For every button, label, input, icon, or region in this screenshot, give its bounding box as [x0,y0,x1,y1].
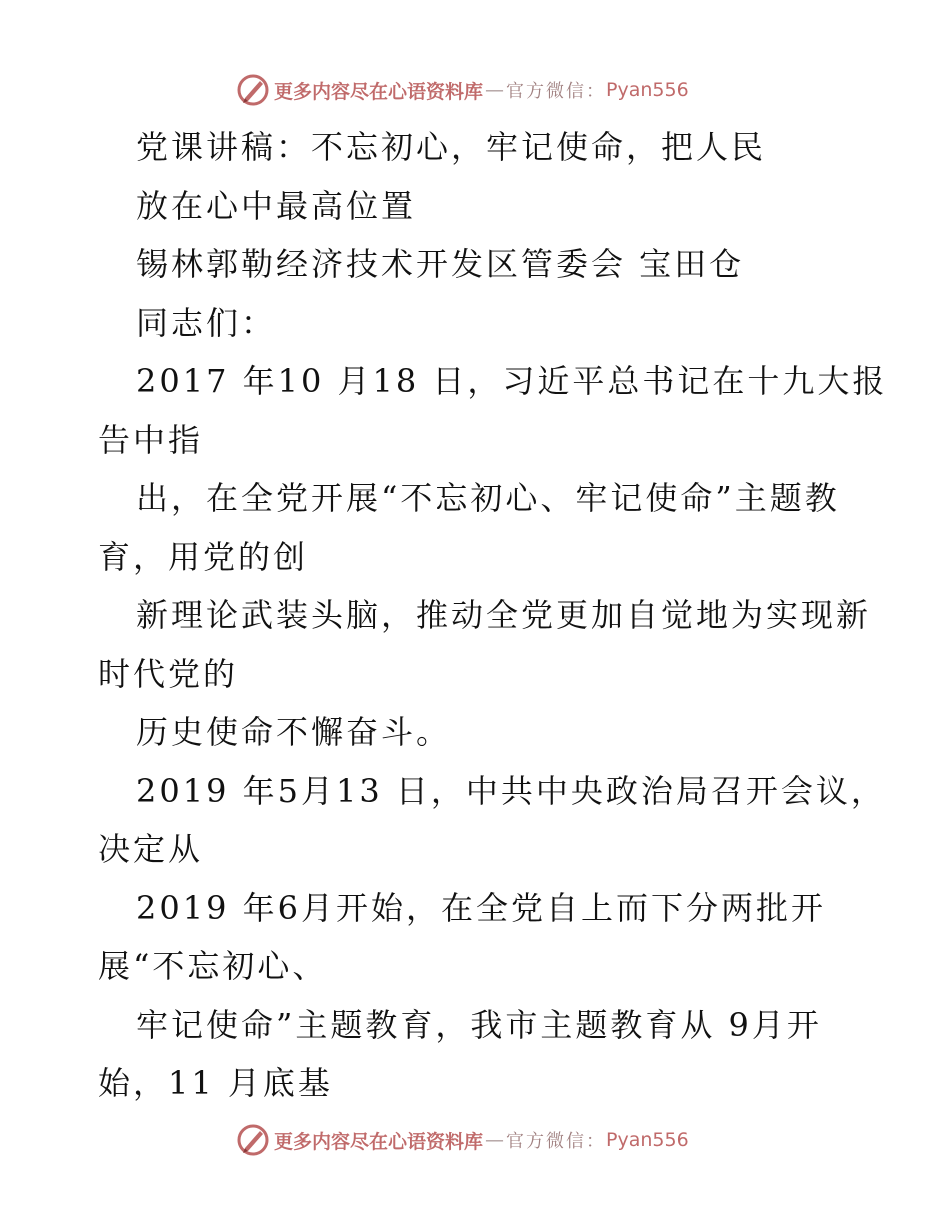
text-line: 锡林郭勒经济技术开发区管委会 宝田仓 [136,245,745,283]
text-line: 同志们： [136,303,277,342]
watermark-separator: — [485,79,505,101]
footer-watermark [236,1122,689,1158]
text-line: 时代党的 [98,654,239,693]
pen-logo-icon [236,73,270,107]
text-line: 2019 年6月开始，在全党自上而下分两批开 [136,888,826,927]
text-line: 放在心中最高位置 [136,186,417,225]
watermark-label: 官方微信： [506,81,607,102]
text-line: 育，用党的创 [98,537,309,576]
document-body [98,118,888,1113]
watermark-separator: — [485,1129,505,1151]
watermark-label: 官方微信： [506,1131,607,1152]
pen-logo-icon [236,1123,270,1157]
watermark-id: Pyan556 [606,79,689,101]
watermark-text: 更多内容尽在心语资料库 [274,1130,484,1153]
text-line: 历史使命不懈奋斗。 [136,713,452,751]
text-line: 出，在全党开展“不忘初心、牢记使命”主题教 [136,479,840,517]
text-line: 展“不忘初心、 [98,947,328,985]
text-line: 党课讲稿：不忘初心，牢记使命，把人民 [136,128,767,166]
text-line: 新理论武装头脑，推动全党更加自觉地为实现新 [136,596,872,634]
text-line: 决定从 [98,830,204,868]
watermark-text: 更多内容尽在心语资料库 [274,80,484,103]
text-line: 告中指 [98,420,204,459]
text-line: 牢记使命”主题教育，我市主题教育从 9月开 [136,1005,822,1044]
header-watermark [236,72,689,108]
text-line: 始，11 月底基 [98,1064,333,1102]
text-line: 2019 年5月13 日，中共中央政治局召开会议， [136,771,886,810]
text-line: 2017 年10 月18 日，习近平总书记在十九大报 [136,362,888,400]
watermark-id: Pyan556 [606,1129,689,1151]
